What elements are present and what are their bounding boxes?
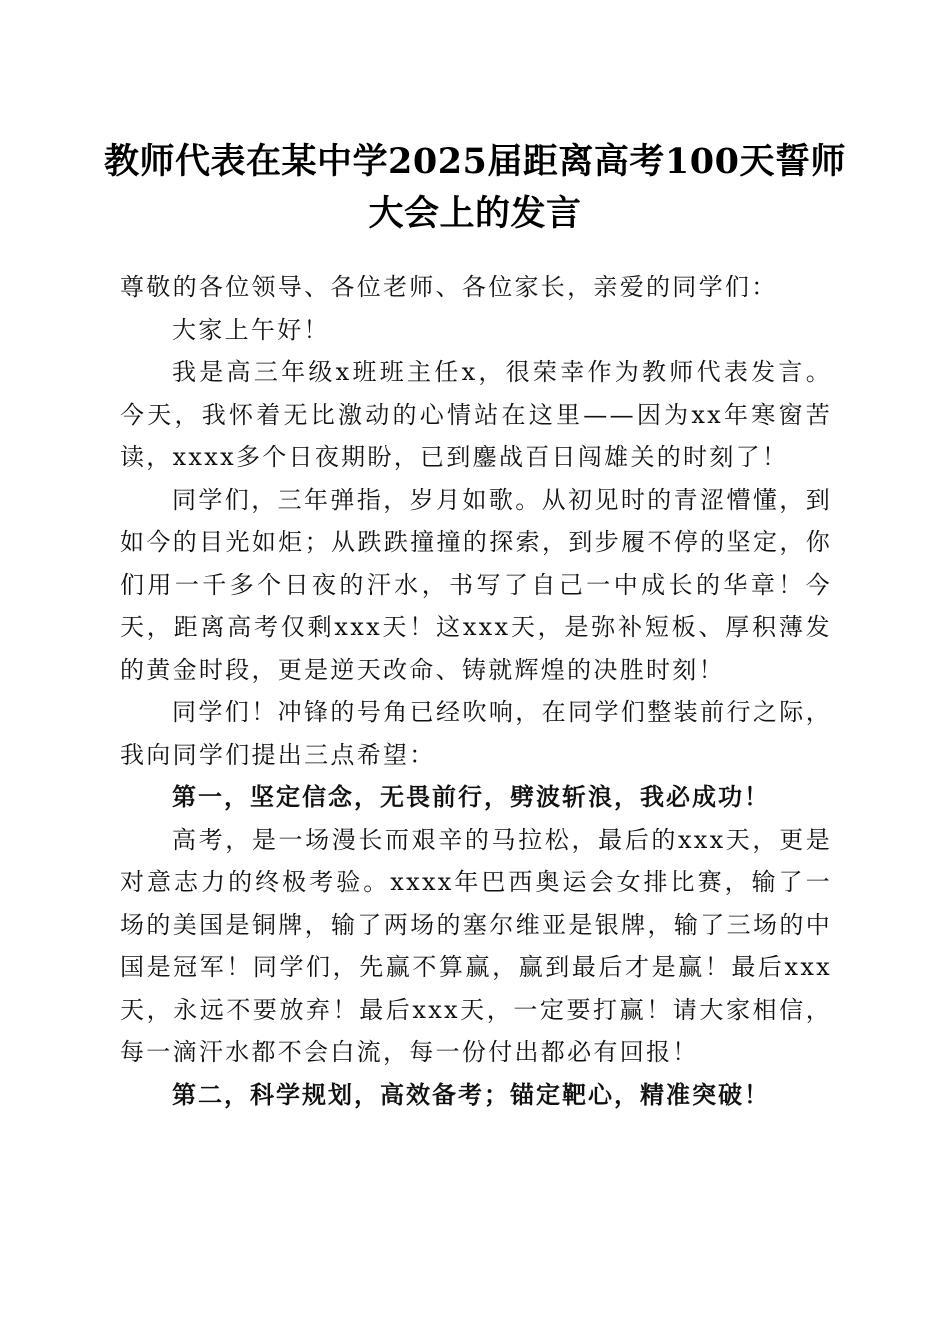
point-one-heading: 第一，坚定信念，无畏前行，劈波斩浪，我必成功！ (172, 782, 770, 811)
document-body (120, 266, 832, 1116)
salutation: 尊敬的各位领导、各位老师、各位家长，亲爱的同学们： (120, 273, 778, 301)
greeting-paragraph: 大家上午好！ (172, 315, 330, 344)
hopes-intro-paragraph: 同学们！冲锋的号角已经吹响，在同学们整装前行之际，我向同学们提出三点希望： (120, 698, 832, 769)
document-title: 教师代表在某中学2025届距离高考100天誓师大会上的发言 (104, 141, 846, 234)
point-one-paragraph: 高考，是一场漫长而艰辛的马拉松，最后的xxx天，更是对意志力的终极考验。xxxx年巴西奥运会女排比赛，输了一场的美国是铜牌，输了两场的塞尔维亚是银牌，输了三场的中国是冠军！同学们，先赢不算赢，赢到最后才是赢！最后xxx天，永远不要放弃！最后xxx天，一定要打赢！请大家相信，每一滴汗水都不会白流，每一份付出都必有回报！ (120, 825, 832, 1066)
point-two-heading: 第二，科学规划，高效备考；锚定靶心，精准突破！ (172, 1079, 770, 1109)
intro-paragraph: 我是高三年级x班班主任x，很荣幸作为教师代表发言。今天，我怀着无比激动的心情站在这里——因为xx年寒窗苦读，xxxx多个日夜期盼，已到鏖战百日闯雄关的时刻了！ (120, 358, 832, 471)
reflection-paragraph: 同学们，三年弹指，岁月如歌。从初见时的青涩懵懂，到如今的目光如炬；从跌跌撞撞的探索，到步履不停的坚定，你们用一千多个日夜的汗水，书写了自己一中成长的华章！今天，距离高考仅剩xxx天！这xxx天，是弥补短板、厚积薄发的黄金时段，更是逆天改命、铸就辉煌的决胜时刻！ (120, 485, 832, 684)
